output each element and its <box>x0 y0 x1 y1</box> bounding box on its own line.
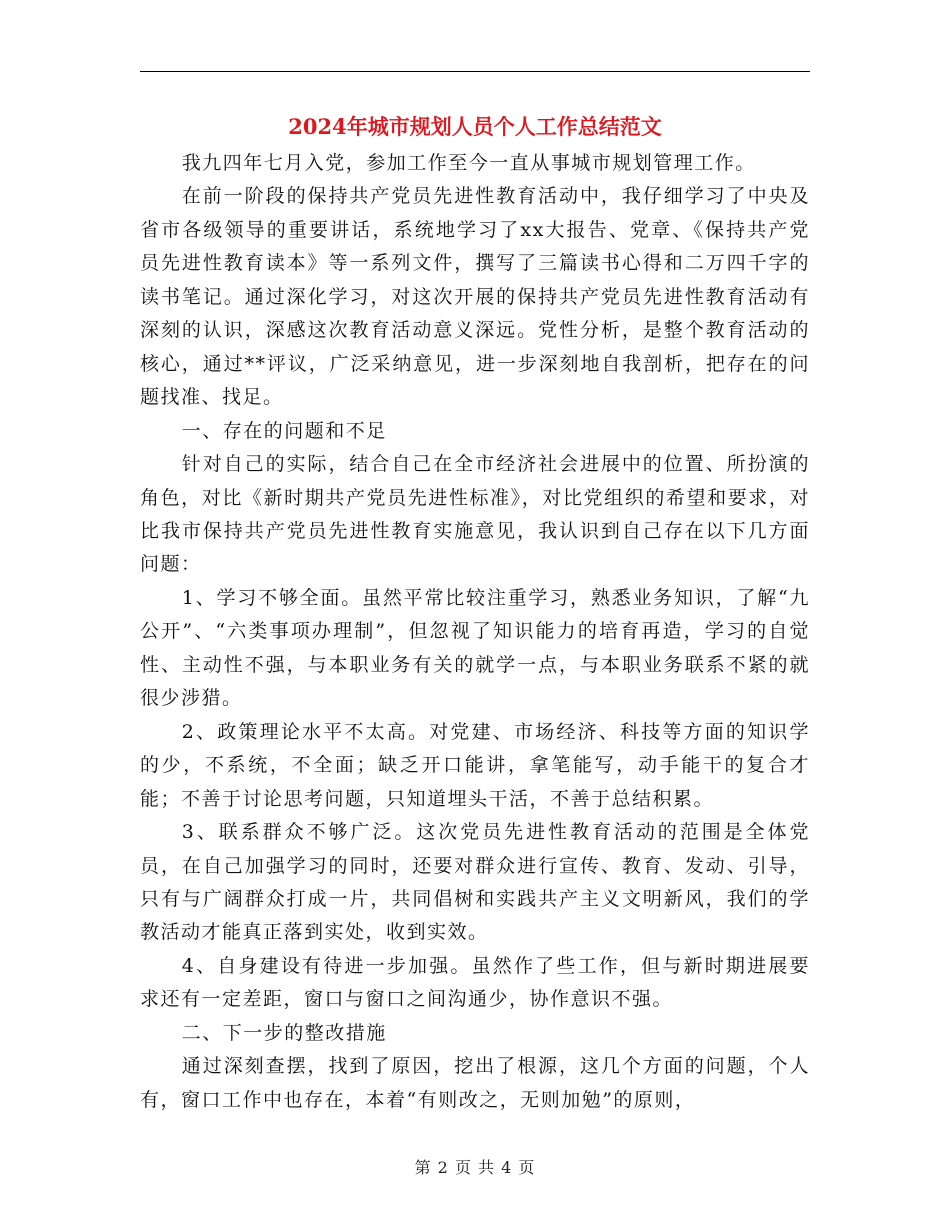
document-body <box>140 147 810 1117</box>
section-heading-measures: 二、下一步的整改措施 <box>181 1021 387 1044</box>
paragraph-intro: 我九四年七月入党，参加工作至今一直从事城市规划管理工作。 <box>181 152 756 174</box>
paragraph-self-assessment: 针对自己的实际，结合自己在全市经济社会进展中的位置、所扮演的角色，对比《新时期共产党员先进性标准》，对比党组织的希望和要求，对比我市保持共产党员先进性教育实施意见，我认识到自己存在以下几方面问题： <box>140 453 810 576</box>
paragraph-problem-3: 3、联系群众不够广泛。这次党员先进性教育活动的范围是全体党员，在自己加强学习的同时，还要对群众进行宣传、教育、发动、引导，只有与广阔群众打成一片，共同倡树和实践共产主义文明新风，我们的学教活动才能真正落到实处，收到实效。 <box>140 821 810 944</box>
paragraph-study: 在前一阶段的保持共产党员先进性教育活动中，我仔细学习了中央及省市各级领导的重要讲话，系统地学习了xx大报告、党章、《保持共产党员先进性教育读本》等一系列文件，撰写了三篇读书心得和二万四千字的读书笔记。通过深化学习，对这次开展的保持共产党员先进性教育活动有深刻的认识，深感这次教育活动意义深远。党性分析，是整个教育活动的核心，通过**评议，广泛采纳意见，进一步深刻地自我剖析，把存在的问题找准、找足。 <box>140 185 810 409</box>
section-heading-problems: 一、存在的问题和不足 <box>181 419 387 442</box>
paragraph-measures: 通过深刻查摆，找到了原因，挖出了根源，这几个方面的问题，个人有，窗口工作中也存在，本着“有则改之，无则加勉”的原则， <box>140 1055 810 1111</box>
header-rule <box>140 71 810 72</box>
paragraph-problem-1: 1、学习不够全面。虽然平常比较注重学习，熟悉业务知识，了解“九公开”、“六类事项办理制”，但忽视了知识能力的培育再造，学习的自觉性、主动性不强，与本职业务有关的就学一点，与本职业务联系不紧的就很少涉猎。 <box>140 586 810 710</box>
document-title: 2024年城市规划人员个人工作总结范文 <box>288 114 662 139</box>
paragraph-problem-2: 2、政策理论水平不太高。对党建、市场经济、科技等方面的知识学的少，不系统，不全面；缺乏开口能讲，拿笔能写，动手能干的复合才能；不善于讨论思考问题，只知道埋头干活，不善于总结积累。 <box>140 720 810 810</box>
paragraph-problem-4: 4、自身建设有待进一步加强。虽然作了些工作，但与新时期进展要求还有一定差距，窗口与窗口之间沟通少，协作意识不强。 <box>140 954 810 1011</box>
page-number-footer: 第 2 页 共 4 页 <box>414 1158 536 1177</box>
